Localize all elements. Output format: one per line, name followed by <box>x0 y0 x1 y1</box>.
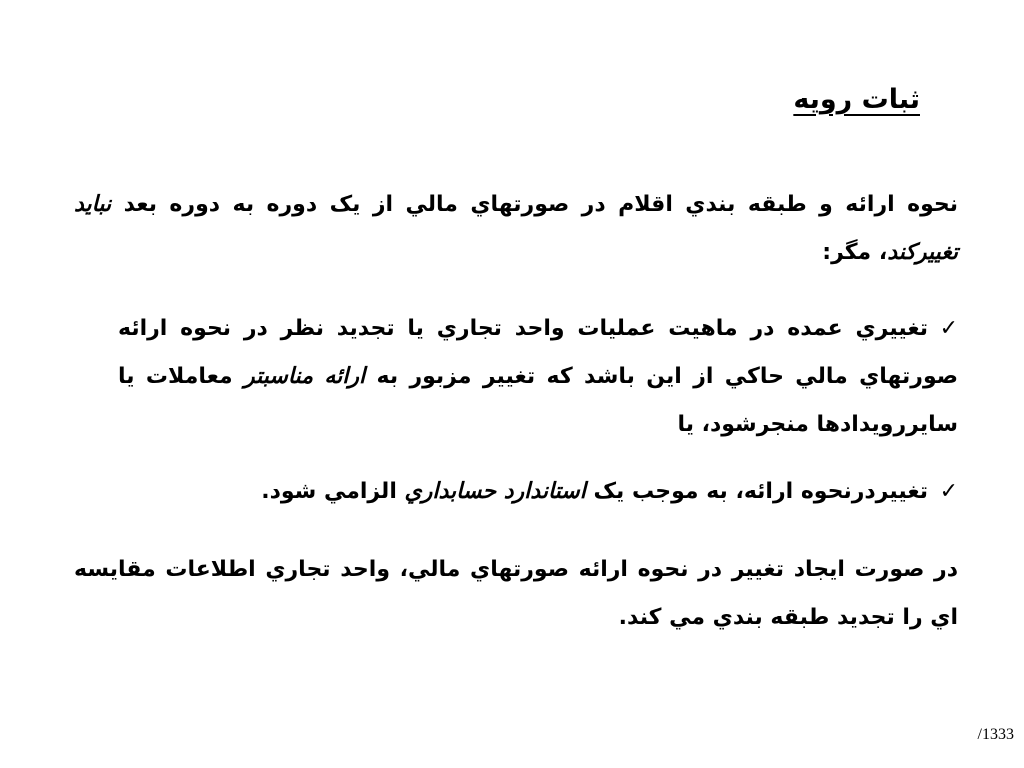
bullet-item-1 <box>118 305 958 449</box>
checkmark-icon: ✓ <box>939 479 958 504</box>
intro-emphasis: نبايد تغييركند <box>74 192 958 265</box>
bullet-1-text: تغييري عمده در ماهيت عمليات واحد تجاري يا تجديد نظر در نحوه ارائه صورتهاي مالي حاكي از اين باشد كه تغيير مزبور به <box>118 316 958 389</box>
intro-paragraph <box>74 181 958 277</box>
page-number: /1333 <box>977 726 1014 743</box>
checkmark-icon: ✓ <box>939 316 958 341</box>
bullet-2-text: تغييردرنحوه ارائه، به موجب يک <box>593 479 928 504</box>
closing-paragraph: در صورت ايجاد تغيير در نحوه ارائه صورتهاي مالي، واحد تجاري اطلاعات مقايسه اي را تجديد طبقه بندي مي كند. <box>74 557 958 630</box>
intro-text: نحوه ارائه و طبقه بندي اقلام در صورتهاي مالي از يک دوره به دوره بعد <box>123 192 958 217</box>
bullet-2-text-end: الزامي شود. <box>261 479 397 504</box>
bullet-2-emphasis: استاندارد حسابداري <box>404 479 586 504</box>
bullet-1-emphasis: ارائه مناسبتر <box>244 364 366 389</box>
bullet-item-2 <box>118 468 958 516</box>
intro-text-end: ، مگر: <box>822 240 888 265</box>
slide-title: ثبات رويه <box>793 84 920 115</box>
bullet-1-text-end: معاملات يا سايررويدادها منجرشود، يا <box>118 364 958 437</box>
